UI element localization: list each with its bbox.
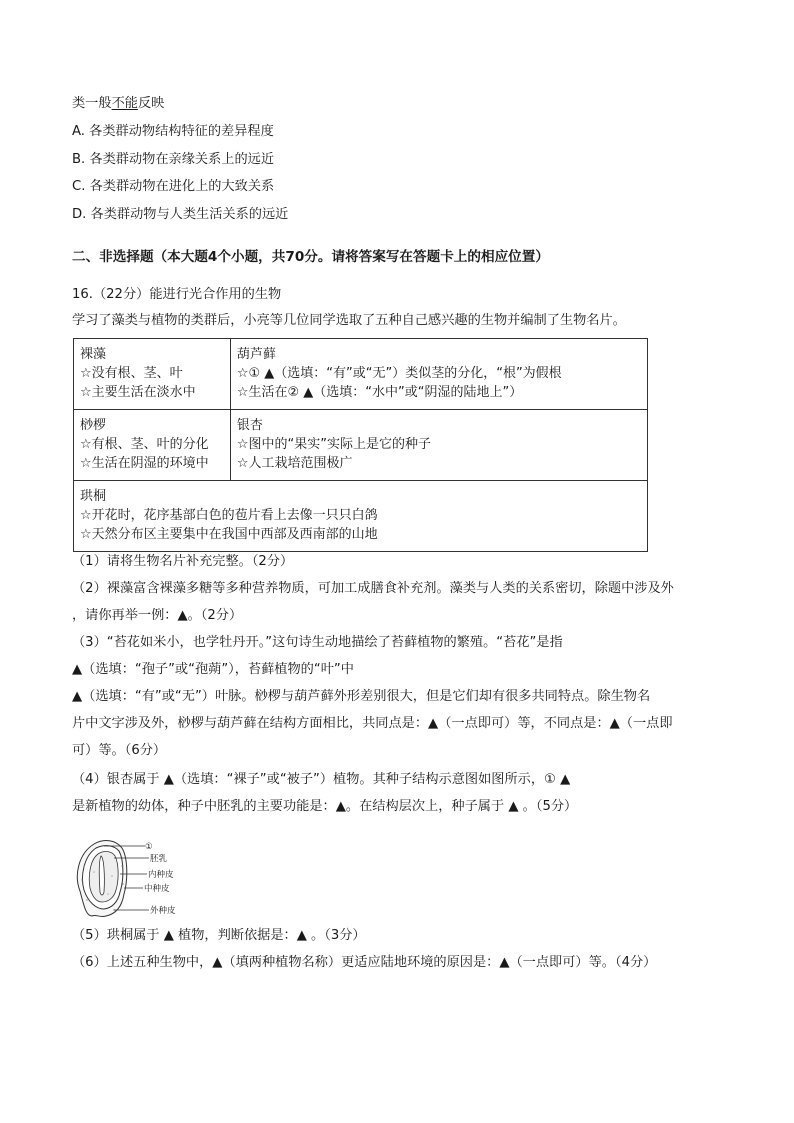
card-luozao (74, 339, 231, 410)
option-d: D. 各类群动物与人类生活关系的远近 (72, 207, 289, 222)
subquestion-2-line2: ，请你再举一例：▲。（2分） (72, 608, 243, 623)
subquestion-3-line2: ▲（选填：“孢子”或“孢蒴”），苔藓植物的“叶”中 (72, 662, 354, 677)
subquestion-3-line1: （3）“苔花如米小，也学牡丹开。”这句诗生动地描绘了苔藓植物的繁殖。“苔花”是指 (72, 635, 563, 650)
question-16-title: 16.（22分）能进行光合作用的生物 (72, 287, 282, 302)
subquestion-3-line4: 片中文字涉及外，桫椤与葫芦藓在结构方面相比，共同点是：▲（一点即可）等，不同点是：▲（一点即 (72, 716, 673, 731)
subquestion-5: （5）珙桐属于 ▲ 植物，判断依据是：▲ 。（3分） (72, 928, 366, 943)
intro-prefix: 类一般 (72, 96, 112, 111)
card-name: 桫椤 (80, 418, 107, 433)
table-row (74, 481, 648, 552)
option-a: A. 各类群动物结构特征的差异程度 (72, 124, 274, 139)
card-yinxing (230, 410, 647, 481)
card-name: 银杏 (236, 418, 263, 433)
card-suoluo (74, 410, 231, 481)
card-name: 珙桐 (80, 489, 107, 504)
option-b: B. 各类群动物在亲缘关系上的远近 (72, 152, 275, 167)
subquestion-6: （6）上述五种生物中，▲（填两种植物名称）更适应陆地环境的原因是：▲（一点即可）等。（4分） (72, 955, 657, 970)
label-middle-coat: 中种皮 (144, 884, 170, 894)
card-line: ☆图中的“果实”实际上是它的种子 (236, 437, 431, 452)
card-line: ☆有根、茎、叶的分化 (80, 437, 209, 452)
organism-cards-table (73, 338, 648, 552)
section-heading: 二、非选择题（本大题4个小题，共70分。请将答案写在答题卡上的相应位置） (72, 249, 549, 265)
label-outer-coat: 外种皮 (150, 906, 176, 916)
card-line: ☆主要生活在淡水中 (80, 385, 196, 400)
table-row (74, 410, 648, 481)
subquestion-3-line5: 可）等。（6分） (72, 743, 167, 758)
card-name: 葫芦藓 (236, 347, 276, 362)
intro-underlined-word: 不能 (111, 96, 138, 111)
card-line: ☆① ▲（选填：“有”或“无”）类似茎的分化，“根”为假根 (236, 366, 562, 381)
subquestion-2-line1: （2）裸藻富含裸藻多糖等多种营养物质，可加工成膳食补充剂。藻类与人类的关系密切，除题中涉及外 (72, 581, 674, 596)
card-line: ☆生活在② ▲（选填：“水中”或“阴湿的陆地上”） (236, 385, 523, 400)
card-line: ☆生活在阴湿的环境中 (80, 456, 209, 471)
card-line: ☆天然分布区主要集中在我国中西部及西南部的山地 (80, 527, 378, 542)
question-16-intro: 学习了藻类与植物的类群后，小亮等几位同学选取了五种自己感兴趣的生物并编制了生物名片。 (72, 313, 626, 328)
card-line: ☆人工栽培范围极广 (236, 456, 353, 471)
subquestion-4-line1: （4）银杏属于 ▲（选填：“裸子”或“被子”）植物。其种子结构示意图如图所示，① ▲ (72, 772, 571, 787)
table-row (74, 339, 648, 410)
option-c: C. 各类群动物在进化上的大致关系 (72, 179, 275, 194)
subquestion-3-line3: ▲（选填：“有”或“无”）叶脉。桫椤与葫芦藓外形差别很大，但是它们却有很多共同特点。除生物名 (72, 689, 651, 704)
intro-suffix: 反映 (137, 96, 165, 111)
card-line: ☆开花时，花序基部白色的苞片看上去像一只只白鸽 (80, 508, 378, 523)
subquestion-4-line2: 是新植物的幼体，种子中胚乳的主要功能是：▲。在结构层次上，种子属于 ▲ 。（5分） (72, 799, 578, 814)
label-1: ① (145, 842, 153, 852)
card-name: 裸藻 (80, 347, 107, 362)
question-intro-line (72, 95, 164, 113)
ginkgo-seed-diagram (70, 836, 182, 920)
card-line: ☆没有根、茎、叶 (80, 366, 183, 381)
label-inner-coat: 内种皮 (148, 870, 174, 880)
subquestion-1: （1）请将生物名片补充完整。（2分） (72, 554, 294, 569)
label-endosperm: 胚乳 (150, 854, 168, 864)
card-gongtong (74, 481, 648, 552)
card-huluxian (230, 339, 647, 410)
